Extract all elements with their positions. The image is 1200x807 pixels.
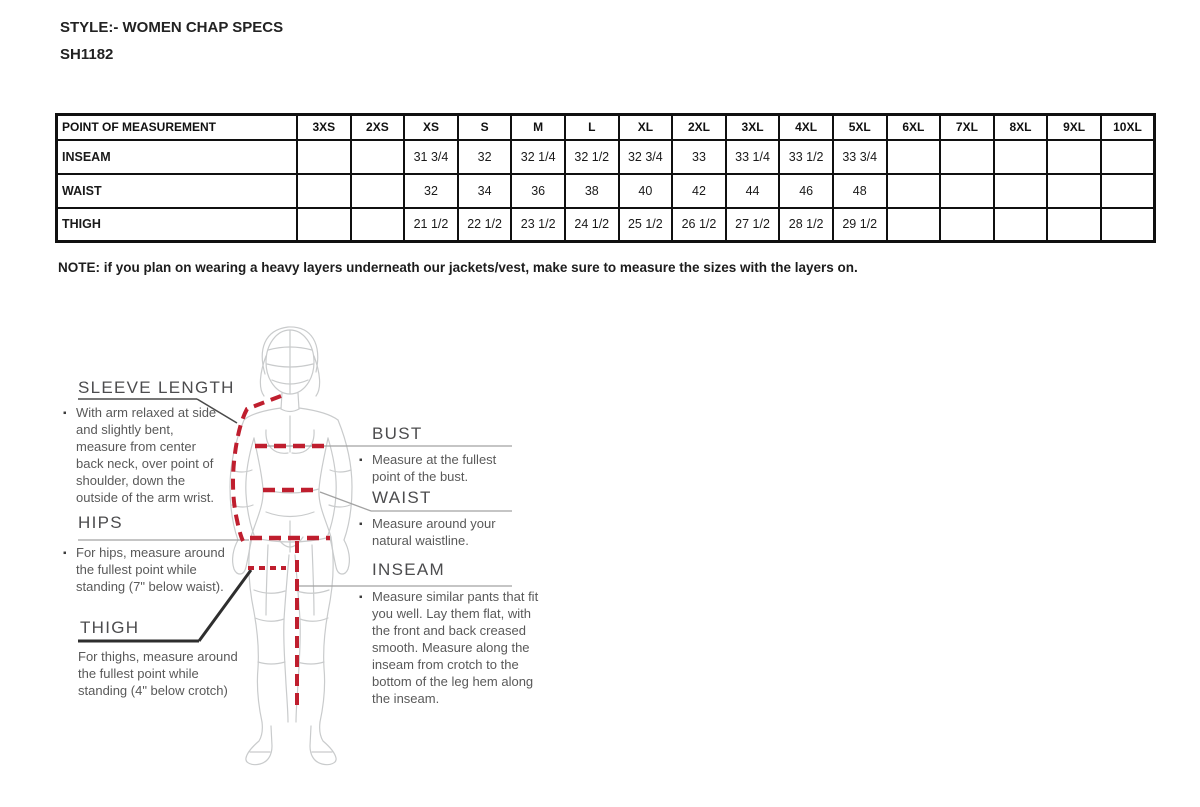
size-value-cell: 42	[672, 174, 726, 208]
sleeve-length-heading: SLEEVE LENGTH	[78, 378, 235, 397]
size-value-cell: 33	[672, 140, 726, 174]
size-value-cell: 32	[404, 174, 458, 208]
size-value-cell: 32	[458, 140, 512, 174]
size-value-cell: 38	[565, 174, 619, 208]
bust-heading: BUST	[372, 424, 423, 443]
column-header-8xl: 8XL	[994, 115, 1048, 140]
size-value-cell: 36	[511, 174, 565, 208]
size-value-cell: 24 1/2	[565, 208, 619, 242]
column-header-xl: XL	[619, 115, 673, 140]
size-value-cell	[1101, 174, 1155, 208]
size-value-cell	[940, 174, 994, 208]
column-header-point-of-measurement: POINT OF MEASUREMENT	[57, 115, 298, 140]
waist-pointer-diagonal	[320, 492, 371, 511]
size-value-cell	[351, 140, 405, 174]
size-value-cell: 22 1/2	[458, 208, 512, 242]
hips-heading: HIPS	[78, 513, 123, 532]
measurement-row-waist	[57, 174, 1155, 208]
size-value-cell: 29 1/2	[833, 208, 887, 242]
size-value-cell	[1047, 140, 1101, 174]
column-header-4xl: 4XL	[779, 115, 833, 140]
size-value-cell	[887, 174, 941, 208]
waist-instruction: ▪ Measure around your natural waistline.	[358, 515, 522, 549]
size-value-cell: 31 3/4	[404, 140, 458, 174]
style-code: SH1182	[60, 46, 114, 63]
thigh-heading: THIGH	[80, 618, 140, 637]
column-header-3xl: 3XL	[726, 115, 780, 140]
size-value-cell	[1101, 140, 1155, 174]
sleeve-length-measure-line	[233, 396, 281, 541]
size-value-cell: 32 1/4	[511, 140, 565, 174]
waist-heading: WAIST	[372, 488, 432, 507]
size-value-cell: 27 1/2	[726, 208, 780, 242]
size-value-cell	[940, 140, 994, 174]
size-value-cell: 44	[726, 174, 780, 208]
row-label: THIGH	[57, 208, 298, 242]
size-value-cell: 46	[779, 174, 833, 208]
size-value-cell: 21 1/2	[404, 208, 458, 242]
column-header-3xs: 3XS	[297, 115, 351, 140]
size-value-cell: 34	[458, 174, 512, 208]
row-label: WAIST	[57, 174, 298, 208]
column-header-9xl: 9XL	[1047, 115, 1101, 140]
bust-instruction: ▪ Measure at the fullest point of the bust.	[358, 451, 519, 485]
size-value-cell: 28 1/2	[779, 208, 833, 242]
column-header-2xs: 2XS	[351, 115, 405, 140]
size-value-cell	[351, 208, 405, 242]
table-header-row	[57, 115, 1155, 140]
sleeve-length-instruction: ▪ With arm relaxed at side and slightly bent, measure from center back neck, over point of shoulder, down the outside of the arm wrist.	[62, 404, 224, 506]
hips-instruction: ▪ For hips, measure around the fullest point while standing (7" below waist).	[62, 544, 234, 595]
size-value-cell	[994, 174, 1048, 208]
size-value-cell	[1047, 174, 1101, 208]
size-value-cell	[994, 140, 1048, 174]
size-value-cell: 23 1/2	[511, 208, 565, 242]
row-label: INSEAM	[57, 140, 298, 174]
size-value-cell: 32 3/4	[619, 140, 673, 174]
size-spec-table	[55, 113, 1156, 243]
size-value-cell: 33 1/2	[779, 140, 833, 174]
size-value-cell: 33 1/4	[726, 140, 780, 174]
column-header-2xl: 2XL	[672, 115, 726, 140]
column-header-6xl: 6XL	[887, 115, 941, 140]
style-title: STYLE:- WOMEN CHAP SPECS	[60, 19, 284, 36]
size-value-cell	[940, 208, 994, 242]
column-header-xs: XS	[404, 115, 458, 140]
size-value-cell: 25 1/2	[619, 208, 673, 242]
size-value-cell	[887, 208, 941, 242]
size-value-cell: 32 1/2	[565, 140, 619, 174]
size-value-cell	[1047, 208, 1101, 242]
size-value-cell	[1101, 208, 1155, 242]
measurement-row-inseam	[57, 140, 1155, 174]
size-value-cell	[297, 208, 351, 242]
note-text: NOTE: if you plan on wearing a heavy layers underneath our jackets/vest, make sure to measure the sizes with the layers on.	[58, 260, 858, 275]
thigh-instruction: For thighs, measure around the fullest point while standing (4" below crotch)	[78, 649, 238, 698]
size-value-cell	[887, 140, 941, 174]
size-value-cell	[994, 208, 1048, 242]
size-value-cell: 26 1/2	[672, 208, 726, 242]
inseam-heading: INSEAM	[372, 560, 445, 579]
size-value-cell: 33 3/4	[833, 140, 887, 174]
size-value-cell	[297, 174, 351, 208]
column-header-s: S	[458, 115, 512, 140]
column-header-10xl: 10XL	[1101, 115, 1155, 140]
column-header-5xl: 5XL	[833, 115, 887, 140]
size-value-cell	[297, 140, 351, 174]
column-header-7xl: 7XL	[940, 115, 994, 140]
inseam-instruction: ▪ Measure similar pants that fit you well. Lay them flat, with the front and back creased smooth. Measure along the inseam from crotch to the bottom of the leg hem along the inseam.	[358, 588, 544, 707]
column-header-l: L	[565, 115, 619, 140]
size-value-cell	[351, 174, 405, 208]
column-header-m: M	[511, 115, 565, 140]
size-value-cell: 40	[619, 174, 673, 208]
measurement-row-thigh	[57, 208, 1155, 242]
size-value-cell: 48	[833, 174, 887, 208]
